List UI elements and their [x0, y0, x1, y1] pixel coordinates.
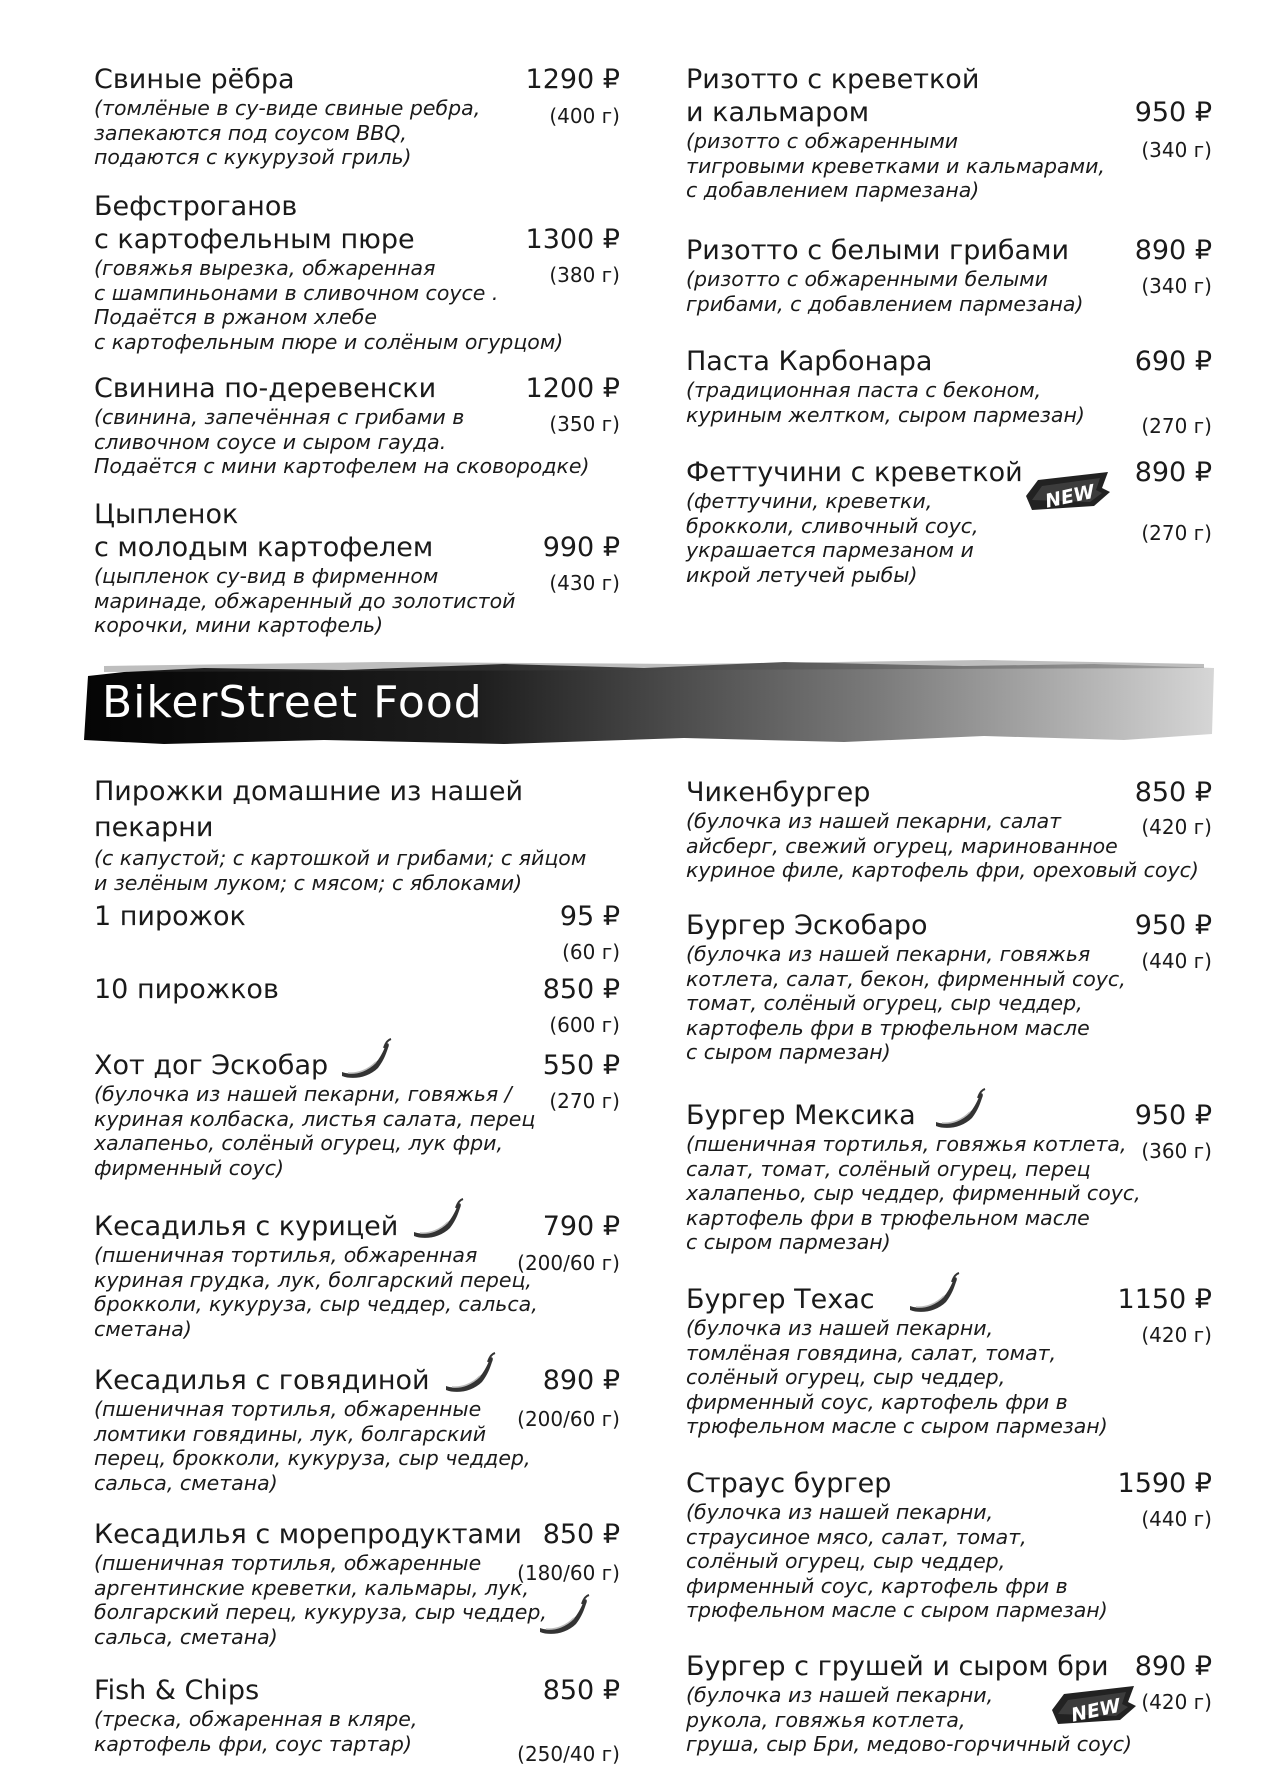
menu-item-carbonara — [686, 345, 1212, 438]
item-desc: икрой летучей рыбы) — [686, 562, 918, 587]
item-price: 950 ₽ — [1134, 910, 1212, 941]
item-name: с молодым картофелем — [94, 532, 434, 563]
item-name: Цыпленок — [94, 499, 239, 530]
menu-item-quesadilla-beef — [94, 1364, 620, 1495]
item-weight: (420 г) — [1141, 1690, 1212, 1714]
item-desc: (традиционная паста с беконом, — [686, 378, 1042, 402]
option-price: 95 ₽ — [559, 901, 620, 932]
item-desc: (булочка из нашей пекарни, говяжья / — [94, 1082, 512, 1106]
item-price: 890 ₽ — [542, 1365, 620, 1396]
item-desc: томлёная говядина, салат, томат, — [686, 1340, 1057, 1365]
option-weight: (600 г) — [549, 1013, 620, 1037]
item-desc: куриное филе, картофель фри, ореховый соус) — [686, 858, 1199, 882]
item-desc: (говяжья вырезка, обжаренная — [94, 256, 436, 280]
item-name: Чикенбургер — [686, 777, 871, 808]
item-desc: с шампиньонами в сливочном соусе . — [94, 280, 499, 305]
item-desc: куриная грудка, лук, болгарский перец, — [94, 1267, 532, 1292]
item-desc: трюфельном масле с сыром пармезан) — [686, 1598, 1108, 1622]
new-badge-text: NEW — [1043, 480, 1097, 513]
item-desc: (пшеничная тортилья, говяжья котлета, — [686, 1132, 1127, 1156]
item-desc: салат, томат, солёный огурец, перец — [686, 1156, 1091, 1181]
item-name: Хот дог Эскобар — [94, 1050, 329, 1081]
item-desc: тигровыми креветками и кальмарами, — [686, 153, 1105, 178]
chili-icon — [442, 1352, 496, 1396]
item-desc: (пшеничная тортилья, обжаренная — [94, 1243, 478, 1267]
item-weight: (200/60 г) — [517, 1407, 620, 1431]
item-price: 1150 ₽ — [1117, 1284, 1212, 1315]
item-desc: груша, сыр Бри, медово-горчичный соус) — [686, 1732, 1133, 1756]
item-weight: (350 г) — [549, 412, 620, 436]
menu-item-pork-ribs — [94, 63, 620, 170]
item-weight: (340 г) — [1141, 138, 1212, 162]
chili-icon — [536, 1594, 590, 1638]
item-name: Fish & Chips — [94, 1675, 260, 1706]
section-title: BikerStreet Food — [102, 677, 483, 728]
item-desc: рукола, говяжья котлета, — [686, 1707, 966, 1732]
item-weight: (270 г) — [1141, 414, 1212, 438]
item-price: 550 ₽ — [542, 1050, 620, 1081]
item-price: 850 ₽ — [542, 1675, 620, 1706]
item-desc: трюфельном масле с сыром пармезан) — [686, 1414, 1108, 1438]
item-weight: (360 г) — [1141, 1139, 1212, 1163]
item-name: Феттучини с креветкой — [686, 457, 1023, 488]
menu-item-beef-stroganoff — [94, 190, 620, 354]
item-desc: солёный огурец, сыр чеддер, — [686, 1365, 1006, 1389]
item-desc: (булочка из нашей пекарни, — [686, 1500, 994, 1524]
item-desc: украшается пармезаном и — [686, 538, 974, 562]
item-name: с картофельным пюре — [94, 224, 415, 255]
item-weight: (400 г) — [549, 104, 620, 128]
item-price: 1300 ₽ — [525, 224, 620, 255]
item-price: 1590 ₽ — [1117, 1468, 1212, 1499]
item-name: Кесадилья с говядиной — [94, 1365, 430, 1396]
item-name: Пирожки домашние из нашей — [94, 776, 524, 807]
item-name: Страус бургер — [686, 1468, 892, 1499]
item-desc: (булочка из нашей пекарни, — [686, 1683, 994, 1707]
option-10-pirozhkov — [94, 973, 620, 1043]
item-name: Ризотто с креветкой — [686, 64, 980, 95]
item-weight: (420 г) — [1141, 815, 1212, 839]
item-desc: болгарский перец, кукуруза, сыр чеддер, — [94, 1600, 547, 1624]
item-desc: фирменный соус) — [94, 1155, 284, 1180]
item-desc: (треска, обжаренная в кляре, — [94, 1707, 418, 1731]
menu-item-risotto-shrimp — [686, 63, 1212, 203]
item-desc: с сыром пармезан) — [686, 1230, 891, 1254]
item-desc: (булочка из нашей пекарни, говяжья — [686, 942, 1091, 966]
chili-icon — [410, 1198, 464, 1242]
item-desc: (феттучини, креветки, — [686, 489, 933, 513]
item-desc: сметана) — [94, 1316, 192, 1341]
item-name: Паста Карбонара — [686, 346, 933, 377]
item-name: Бургер Эскобаро — [686, 910, 928, 941]
item-desc: с добавлением пармезана) — [686, 178, 980, 202]
item-weight: (180/60 г) — [517, 1561, 620, 1585]
item-desc: куриная колбаска, листья салата, перец — [94, 1106, 536, 1131]
item-desc: страусиное мясо, салат, томат, — [686, 1524, 1027, 1549]
item-weight: (250/40 г) — [517, 1742, 620, 1766]
item-desc: Подаётся с мини картофелем на сковородке) — [94, 454, 590, 478]
item-name: пекарни — [94, 812, 214, 843]
option-name: 1 пирожок — [94, 901, 246, 932]
item-desc: маринаде, обжаренный до золотистой — [94, 588, 516, 613]
item-desc: томат, солёный огурец, сыр чеддер, — [686, 991, 1083, 1015]
item-desc: с картофельным пюре и солёным огурцом) — [94, 329, 564, 354]
item-desc: и зелёным луком; с мясом; с яблоками) — [94, 870, 523, 895]
new-badge-icon — [1022, 466, 1114, 514]
item-price: 850 ₽ — [1134, 777, 1212, 808]
menu-item-pirozhki — [94, 774, 620, 895]
item-name: Бургер Мексика — [686, 1100, 916, 1131]
menu-item-ostrich-burger — [686, 1467, 1212, 1623]
new-badge-icon — [1048, 1680, 1140, 1728]
item-weight: (380 г) — [549, 263, 620, 287]
option-1-pirozhok — [94, 900, 620, 970]
item-weight: (420 г) — [1141, 1323, 1212, 1347]
option-price: 850 ₽ — [542, 974, 620, 1005]
item-name: Ризотто с белыми грибами — [686, 235, 1070, 266]
item-desc: сливочном соусе и сыром гауда. — [94, 429, 447, 454]
item-price: 890 ₽ — [1134, 235, 1212, 266]
item-desc: котлета, салат, бекон, фирменный соус, — [686, 966, 1126, 991]
item-price: 990 ₽ — [542, 532, 620, 563]
item-desc: (томлёные в су-виде свиные ребра, — [94, 96, 481, 120]
item-desc: грибами, с добавлением пармезана) — [686, 291, 1084, 316]
item-desc: фирменный соус, картофель фри в — [686, 1389, 1068, 1414]
option-weight: (60 г) — [562, 940, 620, 964]
item-desc: солёный огурец, сыр чеддер, — [686, 1549, 1006, 1573]
item-weight: (430 г) — [549, 571, 620, 595]
menu-item-fettuccine — [686, 456, 1212, 587]
item-desc: запекаются под соусом BBQ, — [94, 120, 407, 145]
item-price: 1200 ₽ — [525, 373, 620, 404]
item-desc: (булочка из нашей пекарни, — [686, 1316, 994, 1340]
item-name: Кесадилья с курицей — [94, 1211, 399, 1242]
item-name: Свинина по-деревенски — [94, 373, 437, 404]
item-desc: айсберг, свежий огурец, маринованное — [686, 833, 1118, 858]
item-desc: (пшеничная тортилья, обжаренные — [94, 1397, 482, 1421]
item-price: 790 ₽ — [542, 1211, 620, 1242]
item-price: 950 ₽ — [1134, 97, 1212, 128]
item-desc: корочки, мини картофель) — [94, 613, 384, 637]
item-desc: ломтики говядины, лук, болгарский — [94, 1421, 487, 1446]
item-price: 850 ₽ — [542, 1519, 620, 1550]
item-name: Свиные рёбра — [94, 64, 295, 95]
item-weight: (200/60 г) — [517, 1251, 620, 1275]
item-name: Бефстроганов — [94, 191, 298, 222]
item-desc: сальса, сметана) — [94, 1624, 278, 1649]
item-weight: (440 г) — [1141, 949, 1212, 973]
item-desc: (пшеничная тортилья, обжаренные — [94, 1551, 482, 1575]
item-desc: с сыром пармезан) — [686, 1040, 891, 1064]
menu-item-country-pork — [94, 372, 620, 479]
item-desc: картофель фри, соус тартар) — [94, 1731, 412, 1756]
item-price: 950 ₽ — [1134, 1100, 1212, 1131]
menu-item-burger-escobaro — [686, 909, 1212, 1065]
item-desc: (свинина, запечённая с грибами в — [94, 405, 465, 429]
item-name: Бургер с грушей и сыром бри — [686, 1651, 1109, 1682]
item-desc: брокколи, сливочный соус, — [686, 513, 979, 538]
item-desc: перец, брокколи, кукуруза, сыр чеддер, — [94, 1446, 531, 1470]
item-desc: куриным желтком, сыром пармезан) — [686, 402, 1085, 427]
item-desc: подаются с кукурузой гриль) — [94, 145, 412, 169]
chili-icon — [906, 1272, 960, 1316]
option-name: 10 пирожков — [94, 974, 279, 1005]
item-desc: халапеньо, солёный огурец, лук фри, — [94, 1131, 503, 1155]
item-weight: (270 г) — [549, 1089, 620, 1113]
item-desc: брокколи, кукуруза, сыр чеддер, сальса, — [94, 1292, 538, 1316]
item-name: и кальмаром — [686, 97, 870, 128]
item-weight: (340 г) — [1141, 274, 1212, 298]
item-weight: (270 г) — [1141, 521, 1212, 545]
item-desc: картофель фри в трюфельном масле — [686, 1015, 1090, 1040]
item-price: 1290 ₽ — [525, 64, 620, 95]
item-desc: сальса, сметана) — [94, 1470, 278, 1495]
menu-item-quesadilla-chicken — [94, 1210, 620, 1341]
item-price: 890 ₽ — [1134, 1651, 1212, 1682]
item-desc: Подаётся в ржаном хлебе — [94, 305, 378, 329]
item-desc: (ризотто с обжаренными белыми — [686, 267, 1048, 291]
item-desc: аргентинские креветки, кальмары, лук, — [94, 1575, 530, 1600]
item-name: Бургер Техас — [686, 1284, 875, 1315]
item-desc: (ризотто с обжаренными — [686, 129, 959, 153]
item-desc: картофель фри в трюфельном масле — [686, 1205, 1090, 1230]
chili-icon — [338, 1038, 392, 1082]
item-desc: (с капустой; с картошкой и грибами; с яйцом — [94, 846, 587, 870]
item-desc: халапеньо, сыр чеддер, фирменный соус, — [686, 1181, 1141, 1205]
menu-item-fish-chips — [94, 1674, 620, 1766]
menu-item-risotto-mushroom — [686, 234, 1212, 316]
item-price: 890 ₽ — [1134, 457, 1212, 488]
item-weight: (440 г) — [1141, 1507, 1212, 1531]
chili-icon — [932, 1088, 986, 1132]
menu-item-chicken-potatoes — [94, 498, 620, 638]
item-desc: (цыпленок су-вид в фирменном — [94, 564, 439, 588]
item-price: 690 ₽ — [1134, 346, 1212, 377]
item-name: Кесадилья с морепродуктами — [94, 1519, 522, 1550]
menu-item-chickenburger — [686, 776, 1212, 883]
item-desc: фирменный соус, картофель фри в — [686, 1573, 1068, 1598]
new-badge-text: NEW — [1069, 1694, 1123, 1727]
item-desc: (булочка из нашей пекарни, салат — [686, 809, 1062, 833]
